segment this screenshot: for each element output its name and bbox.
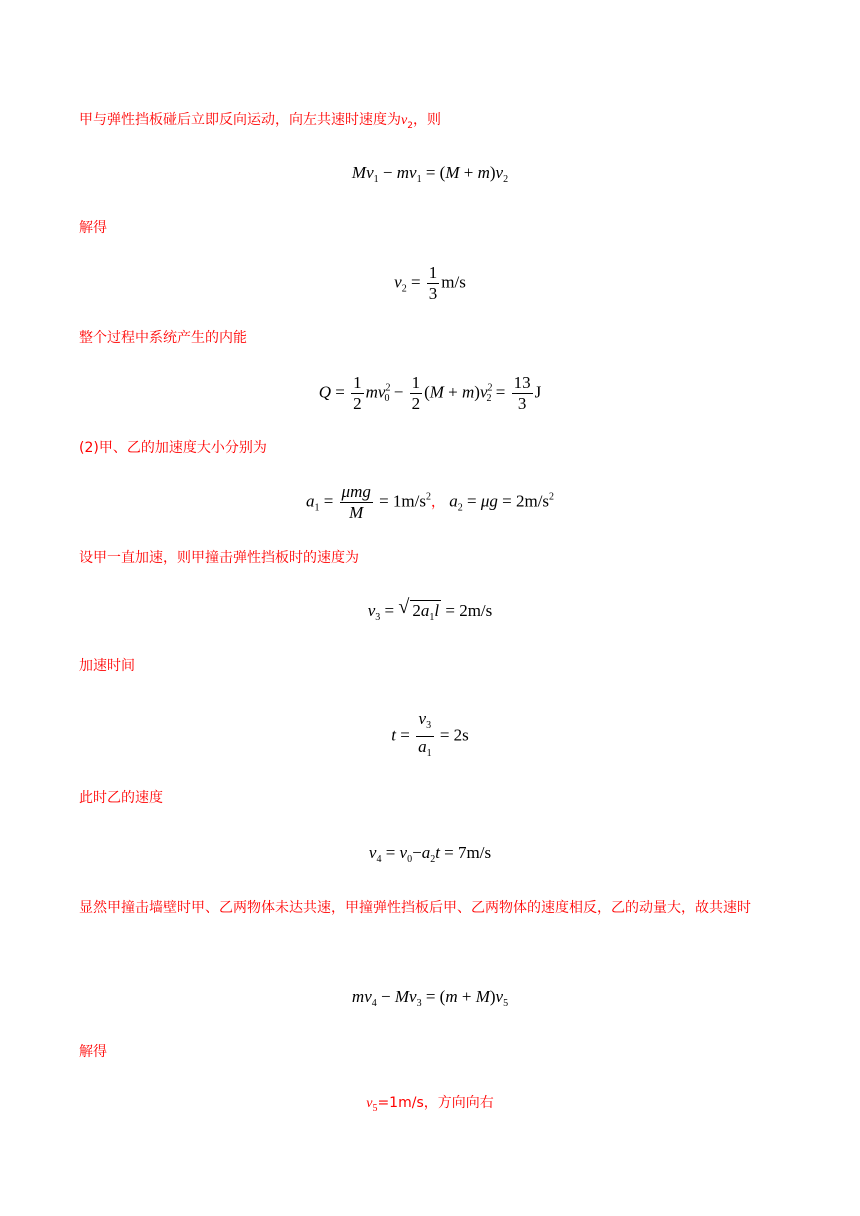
operator: )	[489, 987, 496, 1006]
result: = 2m/s	[497, 491, 550, 511]
term: m	[462, 382, 475, 402]
fraction	[427, 263, 440, 304]
paragraph-text: 加速时间	[79, 658, 135, 674]
operator: −	[376, 987, 395, 1006]
term: l	[434, 601, 440, 620]
subscript: 1	[426, 748, 432, 759]
term: v	[495, 987, 504, 1006]
result: = 7m/s	[439, 843, 492, 862]
subscript: 1	[314, 502, 320, 514]
operator: =	[319, 491, 338, 511]
operator: =	[381, 843, 400, 862]
superscript: 2	[385, 382, 391, 394]
term: a	[305, 491, 315, 511]
superscript: 2	[549, 491, 555, 503]
term: v	[377, 382, 386, 402]
paragraph-text: 此时乙的速度	[79, 790, 163, 806]
term: M	[445, 163, 460, 182]
fraction	[512, 373, 533, 414]
operator: = (	[421, 987, 446, 1006]
term: a	[418, 737, 427, 756]
equation-v3	[0, 596, 860, 628]
paragraph-solve-2	[79, 1036, 780, 1068]
term: M	[475, 987, 490, 1006]
paragraph-text: 整个过程中系统产生的内能	[79, 330, 247, 346]
paragraph-solve-1	[79, 212, 780, 244]
numerator: 1	[428, 263, 438, 282]
subscript: 2	[457, 502, 463, 514]
radicand	[410, 600, 441, 628]
term: v	[394, 272, 402, 292]
term: m	[445, 987, 458, 1006]
term: t	[435, 843, 440, 862]
term: t	[391, 725, 396, 745]
operator: −	[389, 382, 408, 402]
fraction	[340, 482, 373, 523]
denominator: 3	[428, 284, 438, 303]
operator: =	[406, 272, 425, 292]
equation-v4	[0, 843, 860, 870]
subscript: 0	[407, 854, 413, 865]
term: v	[479, 382, 488, 402]
term: Q	[318, 382, 332, 402]
operator: =	[395, 725, 415, 745]
term: a	[449, 491, 458, 511]
unit: m/s	[441, 272, 466, 292]
operator: +	[443, 382, 462, 402]
subscript: 1	[416, 174, 422, 185]
subscript: 1	[373, 174, 379, 185]
equation-momentum-1	[0, 163, 860, 190]
term: Mv	[351, 163, 374, 182]
term: v	[418, 709, 427, 728]
paragraph-text: 解得	[79, 1044, 107, 1060]
result: = 2m/s	[441, 601, 493, 620]
term: M	[429, 382, 444, 402]
paragraph-text: 解得	[79, 220, 107, 236]
square-root	[398, 596, 441, 628]
paragraph-analysis	[79, 892, 780, 924]
operator: +	[457, 987, 476, 1006]
numerator	[416, 709, 434, 737]
term: v	[366, 1096, 373, 1111]
superscript: 2	[487, 382, 493, 394]
variable-v: v	[401, 113, 408, 128]
paragraph-impact-speed	[79, 542, 780, 574]
subscript: 4	[371, 998, 377, 1009]
superscript: 2	[426, 491, 431, 503]
fraction	[416, 709, 434, 764]
equation-v2	[0, 263, 860, 304]
paragraph-text: 甲与弹性挡板碰后立即反向运动，向左共速时速度为	[79, 112, 401, 128]
term: v	[495, 163, 504, 182]
subscript: 5	[372, 1103, 378, 1114]
paragraph-text: 设甲一直加速，则甲撞击弹性挡板时的速度为	[79, 550, 359, 566]
radical-sign-icon: √	[398, 596, 410, 618]
numerator: 13	[513, 373, 531, 392]
operator: )	[474, 382, 480, 402]
equation-accelerations	[0, 482, 860, 523]
subscript: 0	[384, 393, 390, 405]
numerator: μmg	[341, 482, 371, 501]
denominator: 3	[517, 394, 527, 413]
denominator: 2	[353, 394, 362, 413]
term: mv	[396, 163, 417, 182]
operator: −	[412, 843, 422, 862]
term: m	[365, 382, 378, 402]
term: m	[477, 163, 490, 182]
operator: )	[489, 163, 496, 182]
separator: ，	[431, 494, 445, 511]
subscript: 5	[503, 998, 509, 1009]
term: μg	[480, 491, 498, 511]
term: v	[367, 601, 376, 620]
term: mv	[351, 987, 372, 1006]
denominator: M	[349, 503, 364, 522]
equation-momentum-2	[0, 987, 860, 1014]
operator: = (	[421, 163, 446, 182]
final-answer	[0, 1092, 860, 1119]
subscript: 3	[416, 998, 422, 1009]
subscript: 2	[407, 120, 413, 131]
answer-text: =1m/s，方向向右	[377, 1095, 494, 1111]
paragraph-text: 显然甲撞击墙壁时甲、乙两物体未达共速，甲撞弹性挡板后甲、乙两物体的速度相反，乙的动量大，故共速时	[79, 900, 751, 916]
fraction	[410, 373, 423, 414]
paragraph-accelerations	[79, 432, 780, 464]
subscript: 3	[426, 720, 432, 731]
equation-heat	[0, 373, 860, 414]
paragraph-internal-energy	[79, 322, 780, 354]
numerator: 1	[411, 373, 421, 392]
subscript: 2	[486, 393, 492, 405]
subscript: 3	[375, 612, 381, 623]
operator: −	[378, 163, 397, 182]
operator: =	[331, 382, 350, 402]
subscript: 2	[401, 283, 407, 295]
denominator: 2	[411, 394, 421, 413]
operator: =	[462, 491, 481, 511]
denominator	[416, 737, 434, 764]
operator: =	[491, 382, 510, 402]
term: v	[399, 843, 408, 862]
equation-time	[0, 709, 860, 764]
unit: J	[534, 382, 542, 402]
subscript: 1	[429, 612, 435, 623]
fraction	[351, 373, 364, 414]
paragraph-accel-time	[79, 650, 780, 682]
operator: +	[459, 163, 478, 182]
result: = 2s	[435, 725, 469, 745]
term: 2	[412, 601, 421, 620]
paragraph-text: (2)甲、乙的加速度大小分别为	[79, 440, 267, 456]
result: = 1m/s	[374, 491, 426, 511]
paragraph-collision	[79, 104, 780, 142]
subscript: 4	[376, 854, 382, 865]
subscript: 2	[430, 854, 436, 865]
operator: =	[380, 601, 399, 620]
operator: (	[424, 382, 430, 402]
numerator: 1	[353, 373, 362, 392]
paragraph-b-speed	[79, 782, 780, 814]
term: v	[368, 843, 377, 862]
subscript: 2	[503, 174, 509, 185]
term: Mv	[394, 987, 417, 1006]
term: a	[421, 843, 431, 862]
term: a	[420, 601, 430, 620]
paragraph-text: ，则	[412, 112, 441, 128]
